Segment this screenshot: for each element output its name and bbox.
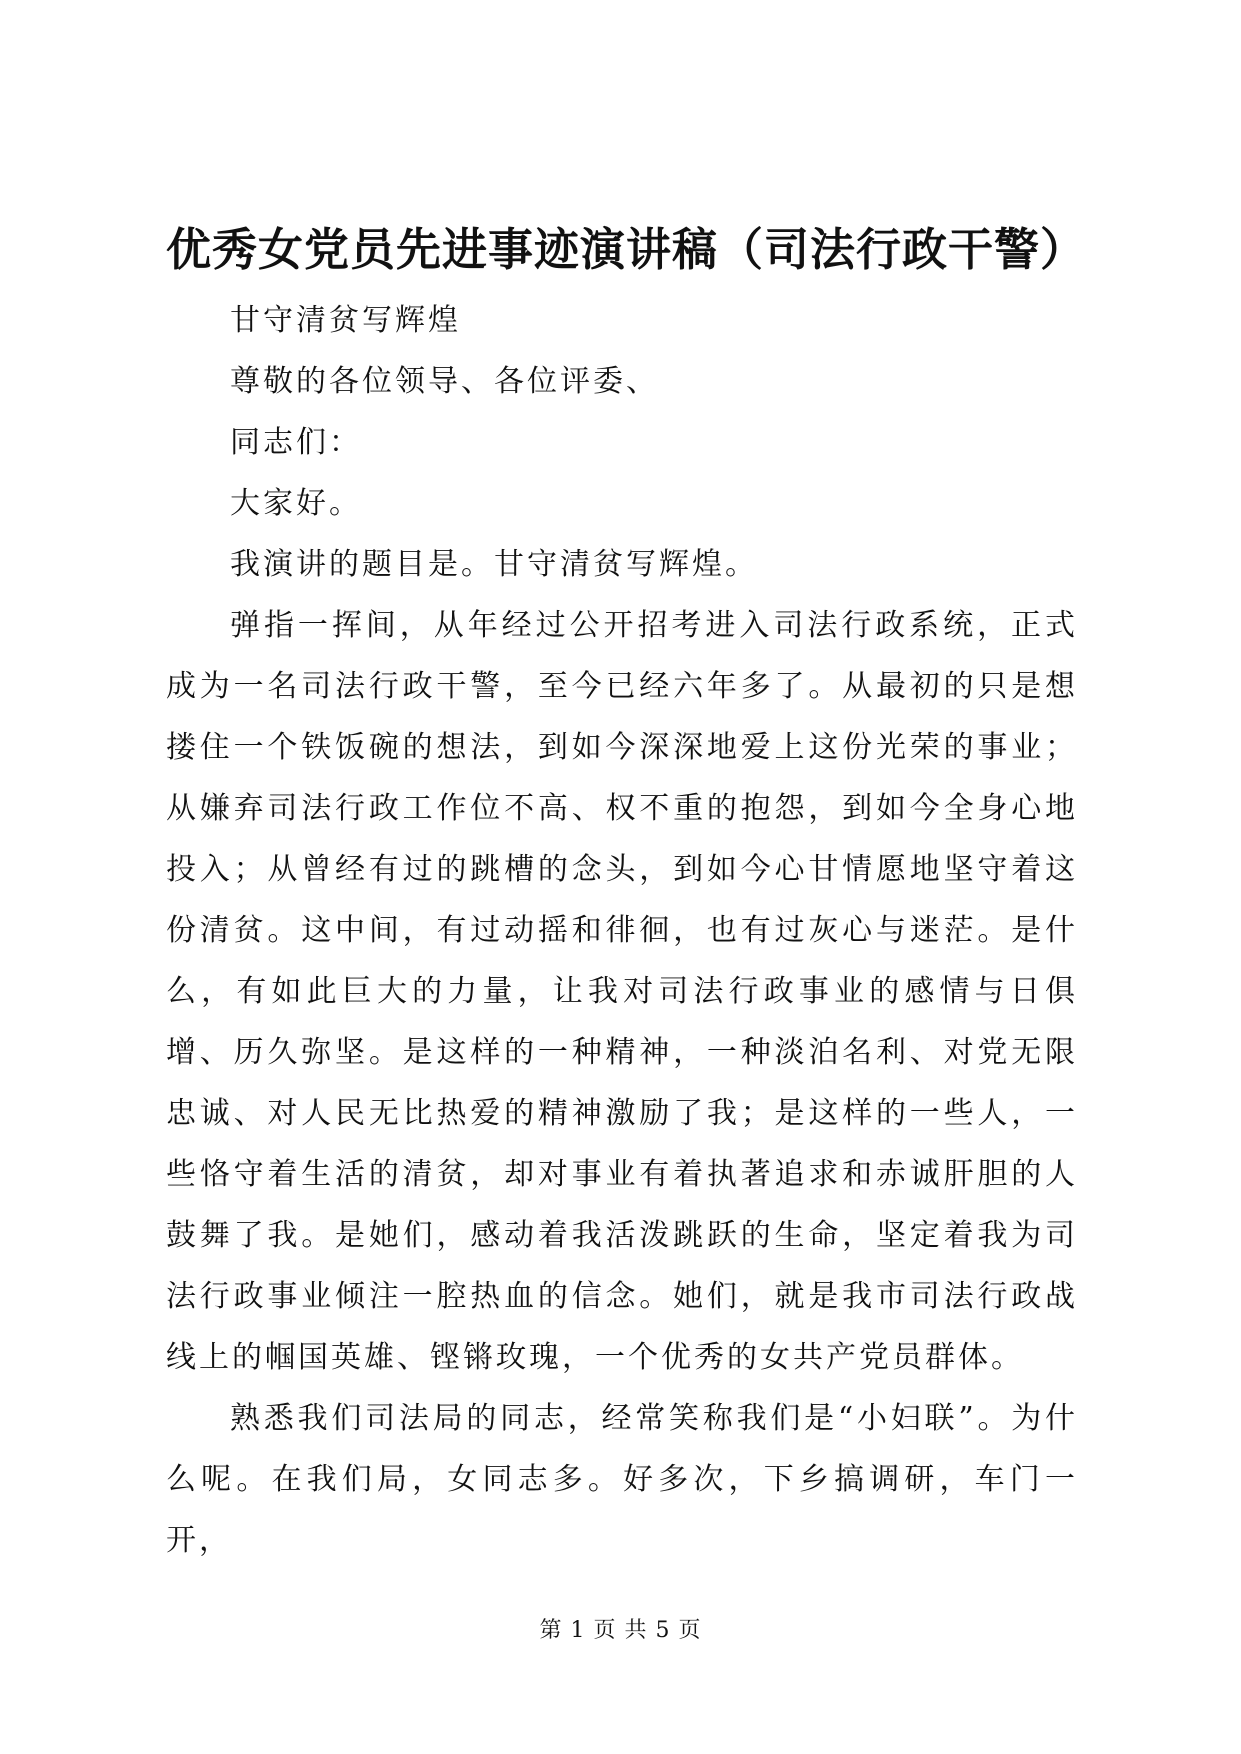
- greeting-paragraph: 大家好。: [230, 486, 362, 521]
- salutation-paragraph: 尊敬的各位领导、各位评委、: [230, 364, 659, 399]
- salutation-paragraph: 同志们：: [230, 425, 362, 460]
- page-number-footer: 第 1 页 共 5 页: [539, 1618, 702, 1643]
- topic-paragraph: 我演讲的题目是。甘守清贫写辉煌。: [230, 547, 758, 582]
- body-paragraph: 弹指一挥间，从年经过公开招考进入司法行政系统，正式成为一名司法行政干警，至今已经六年多了。从最初的只是想搂住一个铁饭碗的想法，到如今深深地爱上这份光荣的事业；从嫌弃司法行政工作位不高、权不重的抱怨，到如今全身心地投入；从曾经有过的跳槽的念头，到如今心甘情愿地坚守着这份清贫。这中间，有过动摇和徘徊，也有过灰心与迷茫。是什么，有如此巨大的力量，让我对司法行政事业的感情与日俱增、历久弥坚。是这样的一种精神，一种淡泊名利、对党无限忠诚、对人民无比热爱的精神激励了我；是这样的一些人，一些恪守着生活的清贫，却对事业有着执著追求和赤诚肝胆的人鼓舞了我。是她们，感动着我活泼跳跃的生命，坚定着我为司法行政事业倾注一腔热血的信念。她们，就是我市司法行政战线上的帼国英雄、铿锵玫瑰，一个优秀的女共产党员群体。: [166, 608, 1078, 1375]
- subtitle-paragraph: 甘守清贫写辉煌: [230, 303, 461, 338]
- document-title: 优秀女党员先进事迹演讲稿（司法行政干警）: [166, 223, 1087, 276]
- document-body: [166, 290, 1078, 1571]
- body-paragraph: 熟悉我们司法局的同志，经常笑称我们是“小妇联”。为什么呢。在我们局，女同志多。好多次，下乡搞调研，车门一开，: [166, 1401, 1078, 1558]
